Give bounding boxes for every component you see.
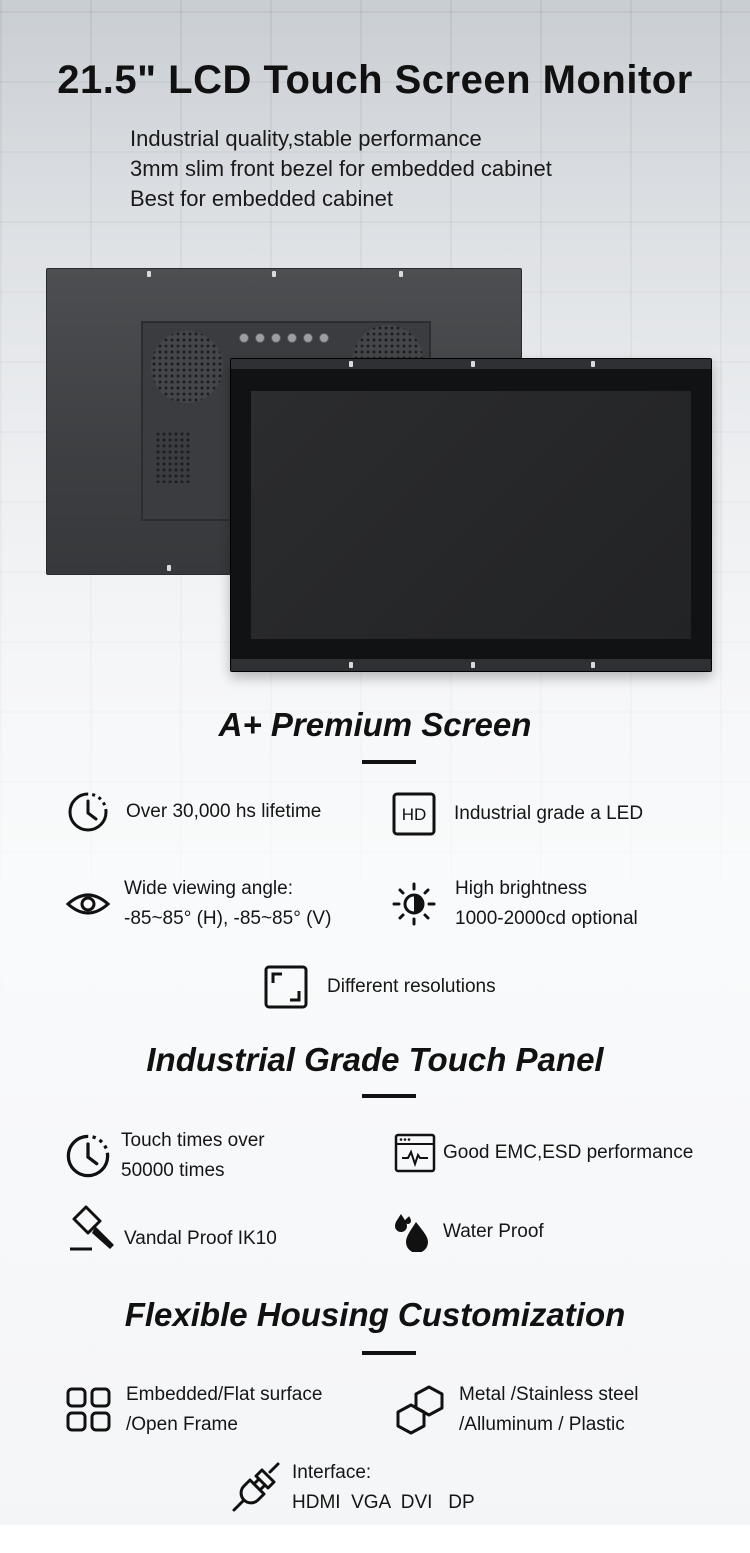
grid-icon [66, 1387, 112, 1433]
bottom-strip [0, 1525, 750, 1553]
feature-touch-times [64, 1126, 265, 1186]
subtitle-list [130, 124, 552, 214]
interface-line-1: Interface: [292, 1462, 372, 1483]
heading-underline [362, 1094, 416, 1098]
feature-text [455, 874, 638, 934]
hammer-icon [66, 1205, 118, 1253]
interface-line-2: HDMI VGA DVI DP [292, 1492, 475, 1513]
feature-mounting [66, 1380, 322, 1440]
feature-resolutions [264, 965, 496, 1009]
plug-icon [228, 1460, 284, 1516]
heading-underline [362, 760, 416, 764]
brightness-line-2: 1000-2000cd optional [455, 908, 638, 929]
feature-viewing-angle [66, 874, 331, 934]
subtitle-line: Best for embedded cabinet [130, 186, 393, 211]
monitor-front [230, 358, 712, 672]
touch-times-line-1: Touch times over [121, 1130, 265, 1151]
vent-grid [155, 431, 191, 483]
feature-text [124, 874, 331, 934]
feature-emc [394, 1133, 693, 1173]
mounting-line-1: Embedded/Flat surface [126, 1384, 323, 1405]
monitor-screen [251, 391, 691, 639]
brightness-line-1: High brightness [455, 878, 588, 899]
feature-text: Good EMC,ESD performance [443, 1142, 694, 1163]
hexagon-icon [394, 1385, 446, 1435]
feature-brightness [392, 874, 638, 934]
material-line-1: Metal /Stainless steel [459, 1384, 639, 1405]
clock-icon [64, 1132, 112, 1180]
speaker-vent [353, 325, 423, 361]
feature-text: Over 30,000 hs lifetime [126, 801, 322, 822]
resolution-icon [264, 965, 308, 1009]
section-heading-premium: A+ Premium Screen [218, 706, 532, 743]
feature-text: Industrial grade a LED [454, 803, 644, 824]
feature-interface [228, 1458, 475, 1518]
feature-material [394, 1380, 639, 1440]
feature-text [292, 1458, 475, 1518]
feature-vandal [66, 1204, 277, 1254]
section-heading-housing: Flexible Housing Customization [124, 1296, 626, 1333]
feature-lifetime [66, 790, 321, 834]
feature-text [121, 1126, 265, 1186]
hd-icon [392, 792, 436, 836]
speaker-vent [151, 331, 223, 403]
feature-text: Different resolutions [327, 976, 496, 997]
feature-text: Water Proof [443, 1221, 544, 1242]
viewing-angle-line-1: Wide viewing angle: [124, 878, 293, 899]
eye-icon [66, 882, 110, 926]
section-heading-touch: Industrial Grade Touch Panel [146, 1041, 604, 1078]
page-title: 21.5" LCD Touch Screen Monitor [57, 58, 693, 102]
feature-text [126, 1380, 322, 1440]
clock-icon [66, 790, 110, 834]
viewing-angle-line-2: -85~85° (H), -85~85° (V) [124, 908, 332, 929]
subtitle-line: Industrial quality,stable performance [130, 126, 482, 151]
heading-underline [362, 1351, 416, 1355]
water-drops-icon [392, 1212, 432, 1252]
osd-buttons [239, 333, 329, 343]
emc-icon [394, 1133, 436, 1173]
brightness-icon [392, 882, 436, 926]
touch-times-line-2: 50000 times [121, 1160, 225, 1181]
feature-led [392, 792, 643, 836]
subtitle-line: 3mm slim front bezel for embedded cabinet [130, 156, 552, 181]
feature-water [392, 1212, 544, 1252]
feature-text [459, 1380, 639, 1440]
mounting-line-2: /Open Frame [126, 1414, 238, 1435]
material-line-2: /Alluminum / Plastic [459, 1414, 625, 1435]
feature-text: Vandal Proof IK10 [124, 1228, 277, 1249]
hd-icon-label: HD [401, 805, 427, 824]
